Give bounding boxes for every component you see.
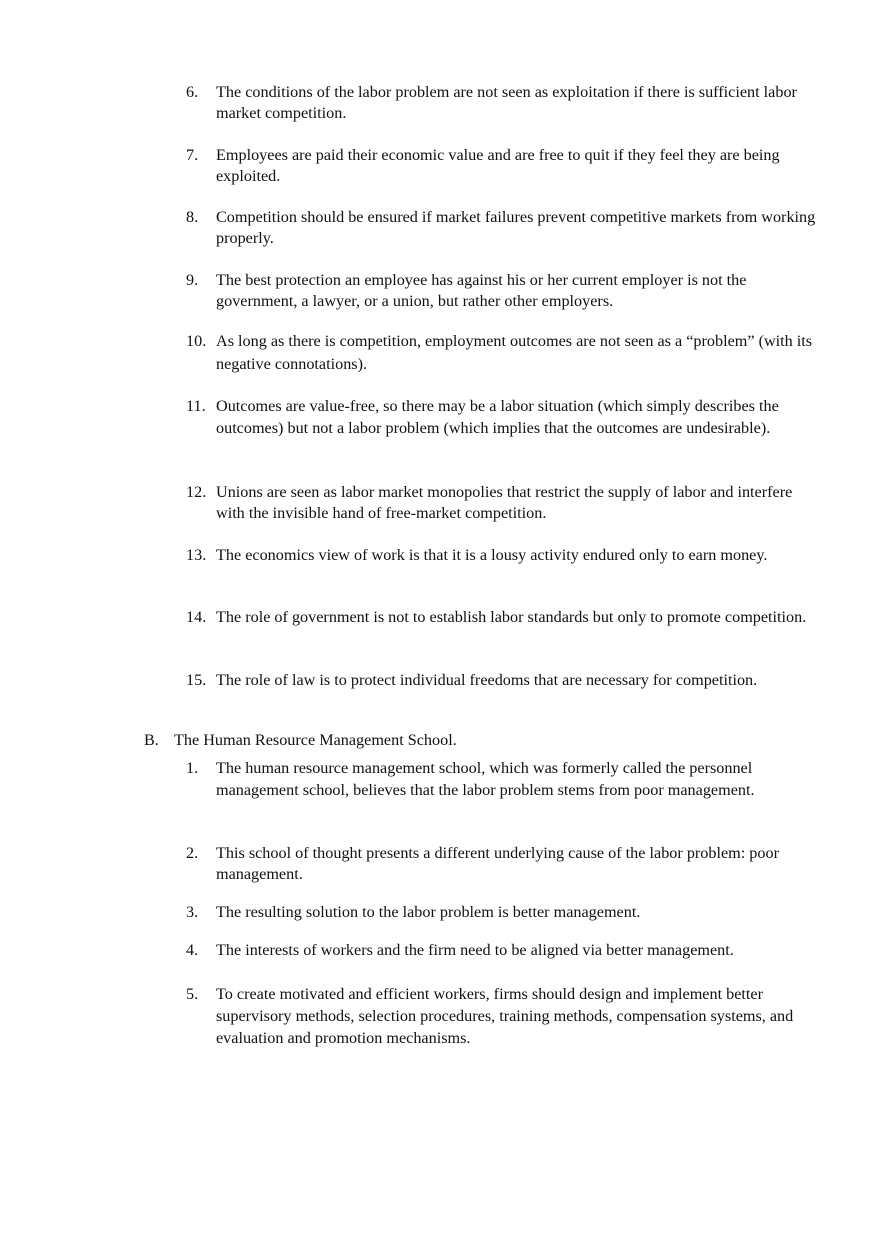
list-item-number: 5. [186,985,199,1003]
list-item [186,207,816,249]
list-item-text: Outcomes are value-free, so there may be a labor situation (which simply describes the outcomes) but not a labor problem (which implies that the outcomes are undesirable). [216,397,779,437]
list-item-text: Employees are paid their economic value and are free to quit if they feel they are being exploited. [216,146,780,185]
list-item [186,82,816,124]
list-item [186,545,816,566]
list-item-number: 1. [186,759,199,777]
section-letter: B. [144,731,159,749]
list-item-number: 15. [186,671,207,689]
list-item-number: 13. [186,546,207,564]
list-item-number: 12. [186,483,207,501]
list-item [186,395,816,439]
list-item [186,482,816,524]
list-item-text: The best protection an employee has against his or her current employer is not the government, a lawyer, or a union, but rather other employers. [216,271,747,310]
list-item [186,902,816,923]
section-title: The Human Resource Management School. [174,731,457,749]
list-item-text: The conditions of the labor problem are not seen as exploitation if there is sufficient labor market competition. [216,83,797,122]
list-item-text: The role of government is not to establish labor standards but only to promote competition. [216,608,807,626]
list-item-text: The interests of workers and the firm need to be aligned via better management. [216,941,734,959]
list-item-number: 8. [186,208,199,226]
list-item-number: 2. [186,844,199,862]
list-item [186,270,816,312]
list-item [186,670,816,691]
list-item-text: As long as there is competition, employment outcomes are not seen as a “problem” (with its negative connotations). [216,332,813,373]
list-item-text: The resulting solution to the labor problem is better management. [216,903,641,921]
list-item-text: The human resource management school, which was formerly called the personnel management school, believes that the labor problem stems from poor management. [216,759,755,799]
list-item [186,757,816,801]
list-item-number: 10. [186,332,207,350]
list-item-number: 4. [186,941,199,959]
list-item-text: The role of law is to protect individual freedoms that are necessary for competition. [216,671,758,689]
section-heading [144,730,744,751]
list-item-text: Competition should be ensured if market failures prevent competitive markets from working properly. [216,208,816,247]
list-item [186,843,816,885]
list-item [186,145,816,187]
list-item-number: 6. [186,83,199,101]
list-item-text: Unions are seen as labor market monopolies that restrict the supply of labor and interfere with the invisible hand of free-market competition. [216,483,793,522]
list-item-text: The economics view of work is that it is a lousy activity endured only to earn money. [216,546,768,564]
list-item [186,983,816,1049]
list-item [186,330,816,376]
list-item-text: This school of thought presents a different underlying cause of the labor problem: poor management. [216,844,779,883]
list-item-text: To create motivated and efficient workers, firms should design and implement better supervisory methods, selection procedures, training methods, compensation systems, and evaluation and promotion mechanisms. [216,985,794,1047]
list-item [186,607,816,628]
list-item [186,940,816,961]
list-item-number: 9. [186,271,199,289]
list-item-number: 7. [186,146,199,164]
list-item-number: 3. [186,903,199,921]
list-item-number: 14. [186,608,207,626]
list-item-number: 11. [186,397,206,415]
